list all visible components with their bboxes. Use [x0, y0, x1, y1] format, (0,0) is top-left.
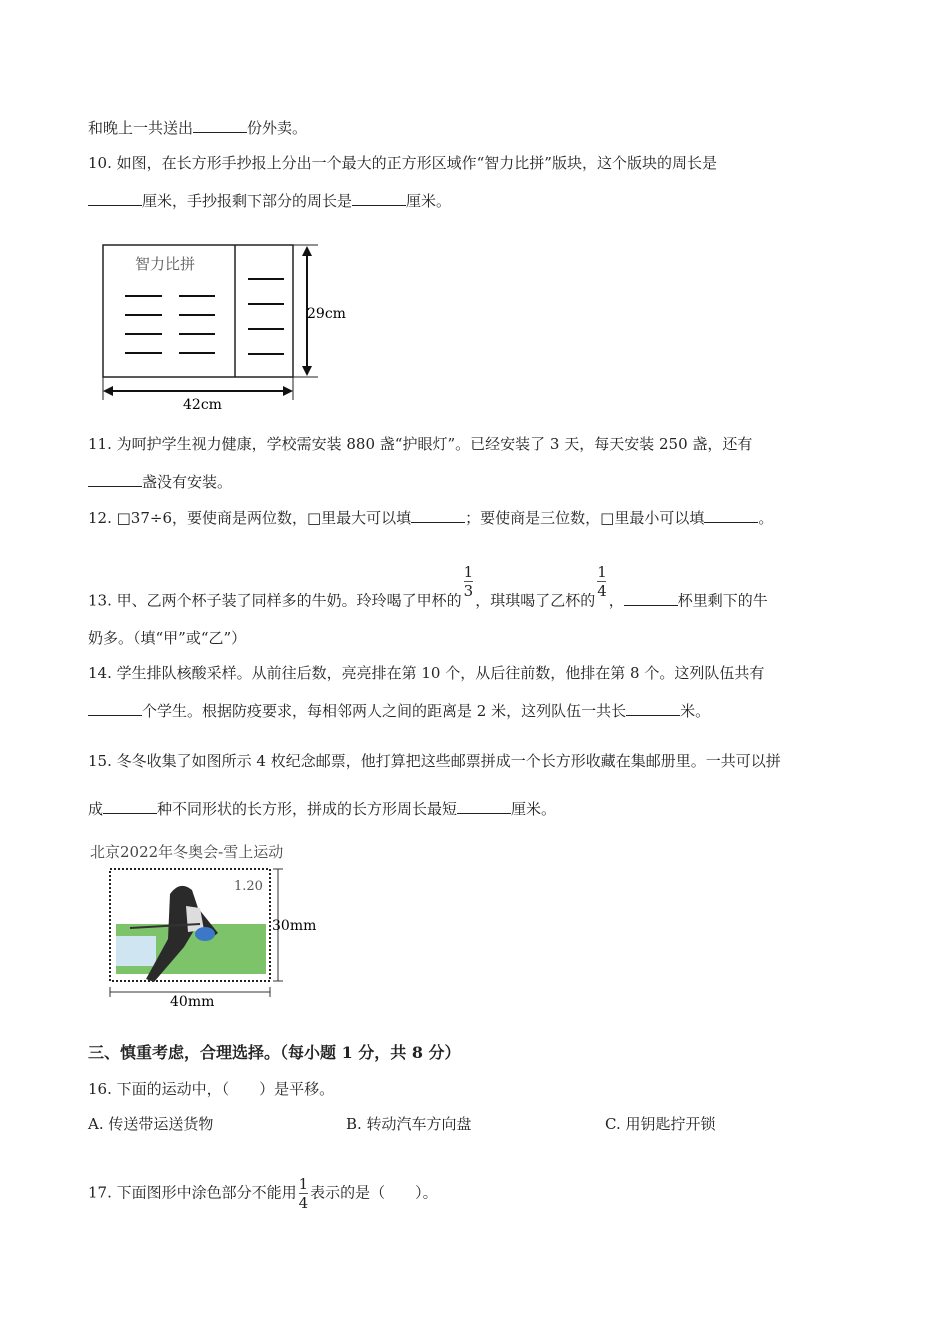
q11-line2: [88, 472, 232, 492]
text: 种不同形状的长方形，拼成的长方形周长最短: [157, 800, 458, 818]
text: 个学生。根据防疫要求，每相邻两人之间的距离是 2 米，这列队伍一共长: [142, 702, 627, 720]
q16-option-c[interactable]: C. 用钥匙拧开锁: [605, 1115, 716, 1133]
text: 厘米。: [406, 192, 452, 210]
q10-poster-figure: [95, 238, 355, 413]
fraction-one-quarter: [597, 563, 607, 600]
stamp-figure: [100, 864, 330, 1009]
text: 和晚上一共送出: [88, 119, 194, 137]
denominator: 4: [597, 582, 607, 600]
q10-line2: [88, 191, 451, 211]
height-label: 29cm: [307, 306, 346, 322]
text: 盏没有安装。: [142, 473, 233, 491]
answer-blank[interactable]: [193, 118, 247, 133]
answer-blank[interactable]: [88, 191, 142, 206]
answer-blank[interactable]: [704, 508, 758, 523]
text: 17. 下面图形中涂色部分不能用: [88, 1183, 297, 1202]
denominator: 3: [463, 582, 474, 600]
answer-blank[interactable]: [624, 591, 678, 606]
q15-line2: [88, 799, 556, 819]
text: 成: [88, 800, 104, 818]
stamp-width-label: 40mm: [170, 994, 215, 1009]
answer-blank[interactable]: [103, 799, 157, 814]
q13-line2: 奶多。（填“甲”或“乙”）: [88, 629, 247, 647]
text: 13. 甲、乙两个杯子装了同样多的牛奶。玲玲喝了甲杯的: [88, 591, 462, 610]
q9-tail: [88, 118, 307, 138]
text: 米。: [680, 702, 711, 720]
q17-stem: [88, 1175, 438, 1212]
q15-line1: 15. 冬冬收集了如图所示 4 枚纪念邮票，他打算把这些邮票拼成一个长方形收藏在集邮册里。一共可以拼: [88, 752, 781, 770]
stamp-caption: 北京2022年冬奥会-雪上运动: [90, 843, 284, 861]
q10-line1: 10. 如图，在长方形手抄报上分出一个最大的正方形区域作“智力比拼”版块，这个版块的周长是: [88, 154, 717, 172]
text: 厘米，手抄报剩下部分的周长是: [142, 192, 353, 210]
poster-section-title: 智力比拼: [135, 255, 196, 273]
q12: [88, 508, 773, 528]
stamp-value: 1.20: [234, 879, 263, 894]
width-label: 42cm: [183, 397, 222, 413]
fraction-one-third: [464, 563, 474, 600]
answer-blank[interactable]: [457, 799, 511, 814]
answer-blank[interactable]: [352, 191, 406, 206]
stamp-height-label: 30mm: [272, 918, 317, 934]
numerator: 1: [597, 563, 607, 581]
text: 杯里剩下的牛: [677, 591, 768, 610]
answer-blank[interactable]: [88, 472, 142, 487]
q11-line1: 11. 为呵护学生视力健康，学校需安装 880 盏“护眼灯”。已经安装了 3 天，每天安装 250 盏，还有: [88, 435, 753, 453]
text: 12. □37÷6，要使商是两位数，□里最大可以填: [88, 509, 412, 527]
q16-option-a[interactable]: A. 传送带运送货物: [88, 1115, 214, 1133]
q16-option-b[interactable]: B. 转动汽车方向盘: [346, 1115, 472, 1133]
fraction-one-quarter: [299, 1175, 309, 1212]
answer-blank[interactable]: [626, 701, 680, 716]
answer-blank[interactable]: [411, 508, 465, 523]
text: 表示的是（ ）。: [310, 1183, 438, 1202]
text: 份外卖。: [247, 119, 308, 137]
q14-line2: [88, 701, 710, 721]
section-3-heading: 三、慎重考虑，合理选择。（每小题 1 分，共 8 分）: [88, 1043, 461, 1062]
text: ；要使商是三位数，□里最小可以填: [465, 509, 705, 527]
denominator: 4: [298, 1194, 309, 1212]
numerator: 1: [463, 563, 474, 581]
q16-stem: 16. 下面的运动中，（ ）是平移。: [88, 1080, 335, 1098]
text: 。: [758, 509, 774, 527]
q14-line1: 14. 学生排队核酸采样。从前往后数，亮亮排在第 10 个，从后往前数，他排在第 8 个。这列队伍共有: [88, 664, 765, 682]
text: ，: [608, 591, 624, 610]
q13-line1: [88, 563, 768, 620]
text: ，琪琪喝了乙杯的: [475, 591, 596, 610]
numerator: 1: [298, 1175, 309, 1193]
text: 厘米。: [511, 800, 557, 818]
answer-blank[interactable]: [88, 701, 142, 716]
